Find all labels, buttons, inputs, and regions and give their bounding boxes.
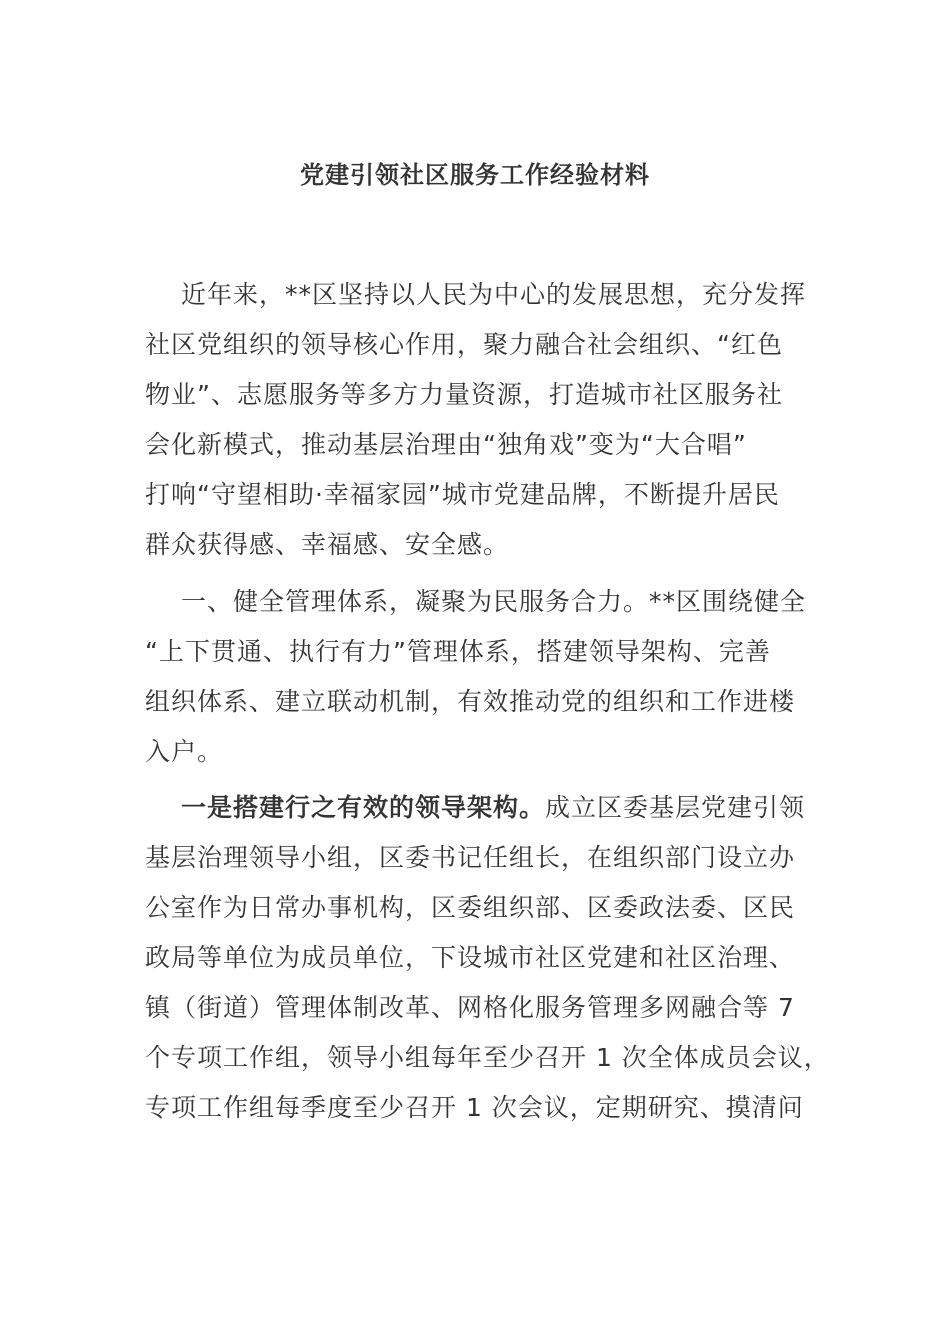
- text-line: 一、健全管理体系，凝聚为民服务合力。**区围绕健全: [181, 587, 807, 616]
- paragraph-section-one: [145, 577, 810, 777]
- document-title: 党建引领社区服务工作经验材料: [300, 161, 650, 189]
- text-line: 近年来，**区坚持以人民为中心的发展思想，充分发挥: [181, 280, 807, 309]
- paragraph-leadership-structure: [145, 783, 830, 1133]
- text-line-with-heading: [145, 783, 810, 833]
- text-line: 公室作为日常办事机构，区委组织部、区委政法委、区民: [145, 893, 796, 922]
- text-line: 会化新模式，推动基层治理由“独角戏”变为“大合唱”: [145, 430, 747, 459]
- text-line: 打响“守望相助·幸福家园”城市党建品牌，不断提升居民: [145, 480, 780, 509]
- text-line: “上下贯通、执行有力”管理体系，搭建领导架构、完善: [145, 637, 771, 666]
- text-line: 个专项工作组，领导小组每年至少召开 1 次全体成员会议，: [145, 1043, 830, 1072]
- paragraph-intro: [145, 270, 810, 570]
- text-line: 政局等单位为成员单位，下设城市社区党建和社区治理、: [145, 943, 796, 972]
- text-line: 入户。: [145, 737, 224, 766]
- text-line: 组织体系、建立联动机制，有效推动党的组织和工作进楼: [145, 687, 796, 716]
- text-line: 群众获得感、幸福感、安全感。: [145, 530, 510, 559]
- inline-text: 成立区委基层党建引领: [545, 793, 806, 822]
- text-line: 专项工作组每季度至少召开 1 次会议，定期研究、摸清问: [145, 1093, 804, 1122]
- text-line: 社区党组织的领导核心作用，聚力融合社会组织、“红色: [145, 330, 783, 359]
- text-line: 镇（街道）管理体制改革、网格化服务管理多网融合等 7: [145, 993, 795, 1022]
- text-line: 基层治理领导小组，区委书记任组长，在组织部门设立办: [145, 843, 796, 872]
- text-line: 物业”、志愿服务等多方力量资源，打造城市社区服务社: [145, 380, 783, 409]
- inline-heading: 一是搭建行之有效的领导架构。: [181, 793, 546, 822]
